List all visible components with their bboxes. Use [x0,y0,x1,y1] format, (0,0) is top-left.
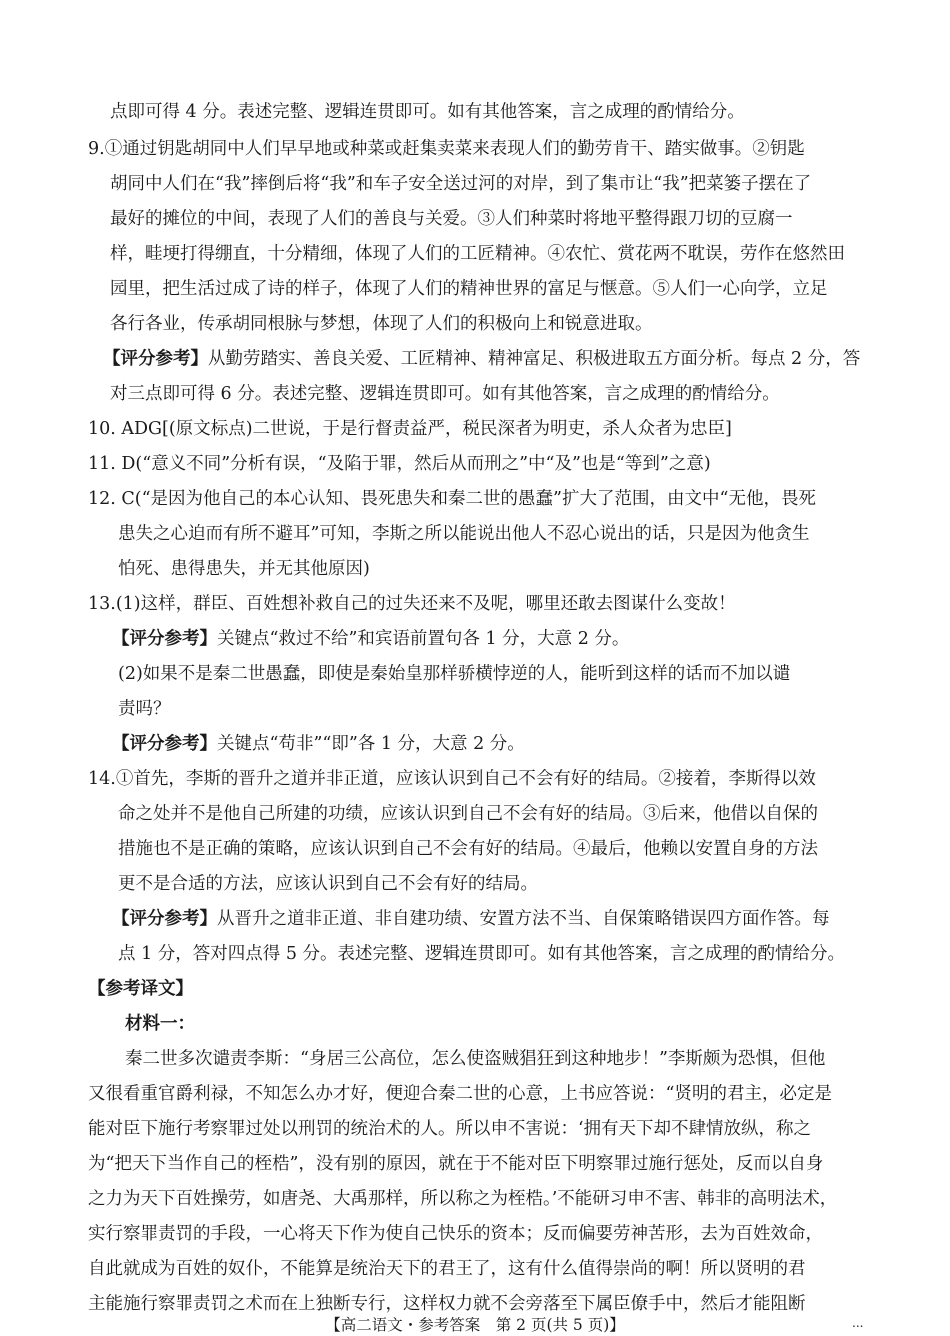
rubric-tag: 【评分参考】 [112,734,217,754]
rubric-tag: 【评分参考】 [112,909,217,929]
text-line: 自此就成为百姓的奴仆，不能算是统治天下的君王了，这有什么值得崇尚的啊！所以贤明的君 [88,1259,806,1279]
text-line: 又很看重官爵利禄，不知怎么办才好，便迎合秦二世的心意，上书应答说：“贤明的君主，必定是 [88,1084,832,1104]
text-line: (2)如果不是秦二世愚蠢，即使是秦始皇那样骄横悖逆的人，能听到这样的话而不加以谴 [118,664,791,684]
rubric-line: 【评分参考】从勤劳踏实、善良关爱、工匠精神、精神富足、积极进取五方面分析。每点 2 分，答 [103,349,861,369]
text-line: 点即可得 4 分。表述完整、逻辑连贯即可。如有其他答案，言之成理的酌情给分。 [110,102,745,122]
text-line: 之力为天下百姓操劳，如唐尧、大禹那样，所以称之为桎梏。’不能研习申不害、韩非的高明法术， [88,1189,838,1209]
text-line: 样，畦埂打得绷直，十分精细，体现了人们的工匠精神。④农忙、赏花两不耽误，劳作在悠然田 [110,244,845,264]
text-line: 为“把天下当作自己的桎梏”，没有别的原因，就在于不能对臣下明察罪过施行惩处，反而以自身 [88,1154,824,1174]
text-line: 怕死、患得患失，并无其他原因) [118,559,370,579]
rubric-tag: 【评分参考】 [103,349,208,369]
rubric-tag: 【评分参考】 [112,629,217,649]
text-line: 12. C(“是因为他自己的本心认知、畏死患失和秦二世的愚蠢”扩大了范围，由文中“无他，畏死 [88,489,816,509]
rubric-line: 对三点即可得 6 分。表述完整、逻辑连贯即可。如有其他答案，言之成理的酌情给分。 [110,384,780,404]
section-heading: 【参考译文】 [88,979,193,999]
text-line: 实行察罪责罚的手段，一心将天下作为使自己快乐的资本；反而偏要劳神苦形，去为百姓效命， [88,1224,823,1244]
text-line: 13.(1)这样，群臣、百姓想补救自己的过失还来不及呢，哪里还敢去图谋什么变故！ [88,594,736,614]
text-line: 更不是合适的方法，应该认识到自己不会有好的结局。 [118,874,538,894]
continuation-dots: ... [852,1316,864,1330]
text-line: 主能施行察罪责罚之术而在上独断专行，这样权力就不会旁落至下属臣僚手中，然后才能阻断 [88,1294,806,1314]
material-label: 材料一： [125,1014,195,1034]
text-line: 患失之心迫而有所不避耳”可知，李斯之所以能说出他人不忍心说出的话，只是因为他贪生 [118,524,810,544]
text-line: 责吗？ [118,699,171,719]
text-line: 能对臣下施行考察罪过处以刑罚的统治术的人。所以申不害说：‘拥有天下却不肆情放纵，称之 [88,1119,812,1139]
question-10: 10. ADG[(原文标点)二世说，于是行督责益严，税民深者为明吏，杀人众者为忠臣] [88,419,732,439]
text-line: 命之处并不是他自己所建的功绩，应该认识到自己不会有好的结局。③后来，他借以自保的 [118,804,818,824]
page-footer: 【高二语文・参考答案 第 2 页(共 5 页)】 [325,1316,625,1334]
question-11: 11. D(“意义不同”分析有误，“及陷于罪，然后从而刑之”中“及”也是“等到”之意) [88,454,711,474]
text-line: 胡同中人们在“我”摔倒后将“我”和车子安全送过河的对岸，到了集市让“我”把菜篓子摆在了 [110,174,812,194]
text-line: 14.①首先，李斯的晋升之道并非正道，应该认识到自己不会有好的结局。②接着，李斯得以效 [88,769,816,789]
text-line: 措施也不是正确的策略，应该认识到自己不会有好的结局。④最后，他赖以安置自身的方法 [118,839,818,859]
rubric-line: 【评分参考】从晋升之道非正道、非自建功绩、安置方法不当、自保策略错误四方面作答。每 [112,909,830,929]
text-line: 最好的摊位的中间，表现了人们的善良与关爱。③人们种菜时将地平整得跟刀切的豆腐一 [110,209,793,229]
text-line: 园里，把生活过成了诗的样子，体现了人们的精神世界的富足与惬意。⑤人们一心向学，立足 [110,279,828,299]
text-line: 秦二世多次谴责李斯：“身居三公高位，怎么使盗贼猖狂到这种地步！”李斯颇为恐惧，但他 [125,1049,826,1069]
rubric-line: 【评分参考】关键点“救过不给”和宾语前置句各 1 分，大意 2 分。 [112,629,630,649]
text-line: 9.①通过钥匙胡同中人们早早地或种菜或赶集卖菜来表现人们的勤劳肯干、踏实做事。②钥匙 [88,139,805,159]
rubric-line: 点 1 分，答对四点得 5 分。表述完整、逻辑连贯即可。如有其他答案，言之成理的酌情给分。 [118,944,846,964]
text-line: 各行各业，传承胡同根脉与梦想，体现了人们的积极向上和锐意进取。 [110,314,653,334]
rubric-line: 【评分参考】关键点“苟非”“即”各 1 分，大意 2 分。 [112,734,525,754]
